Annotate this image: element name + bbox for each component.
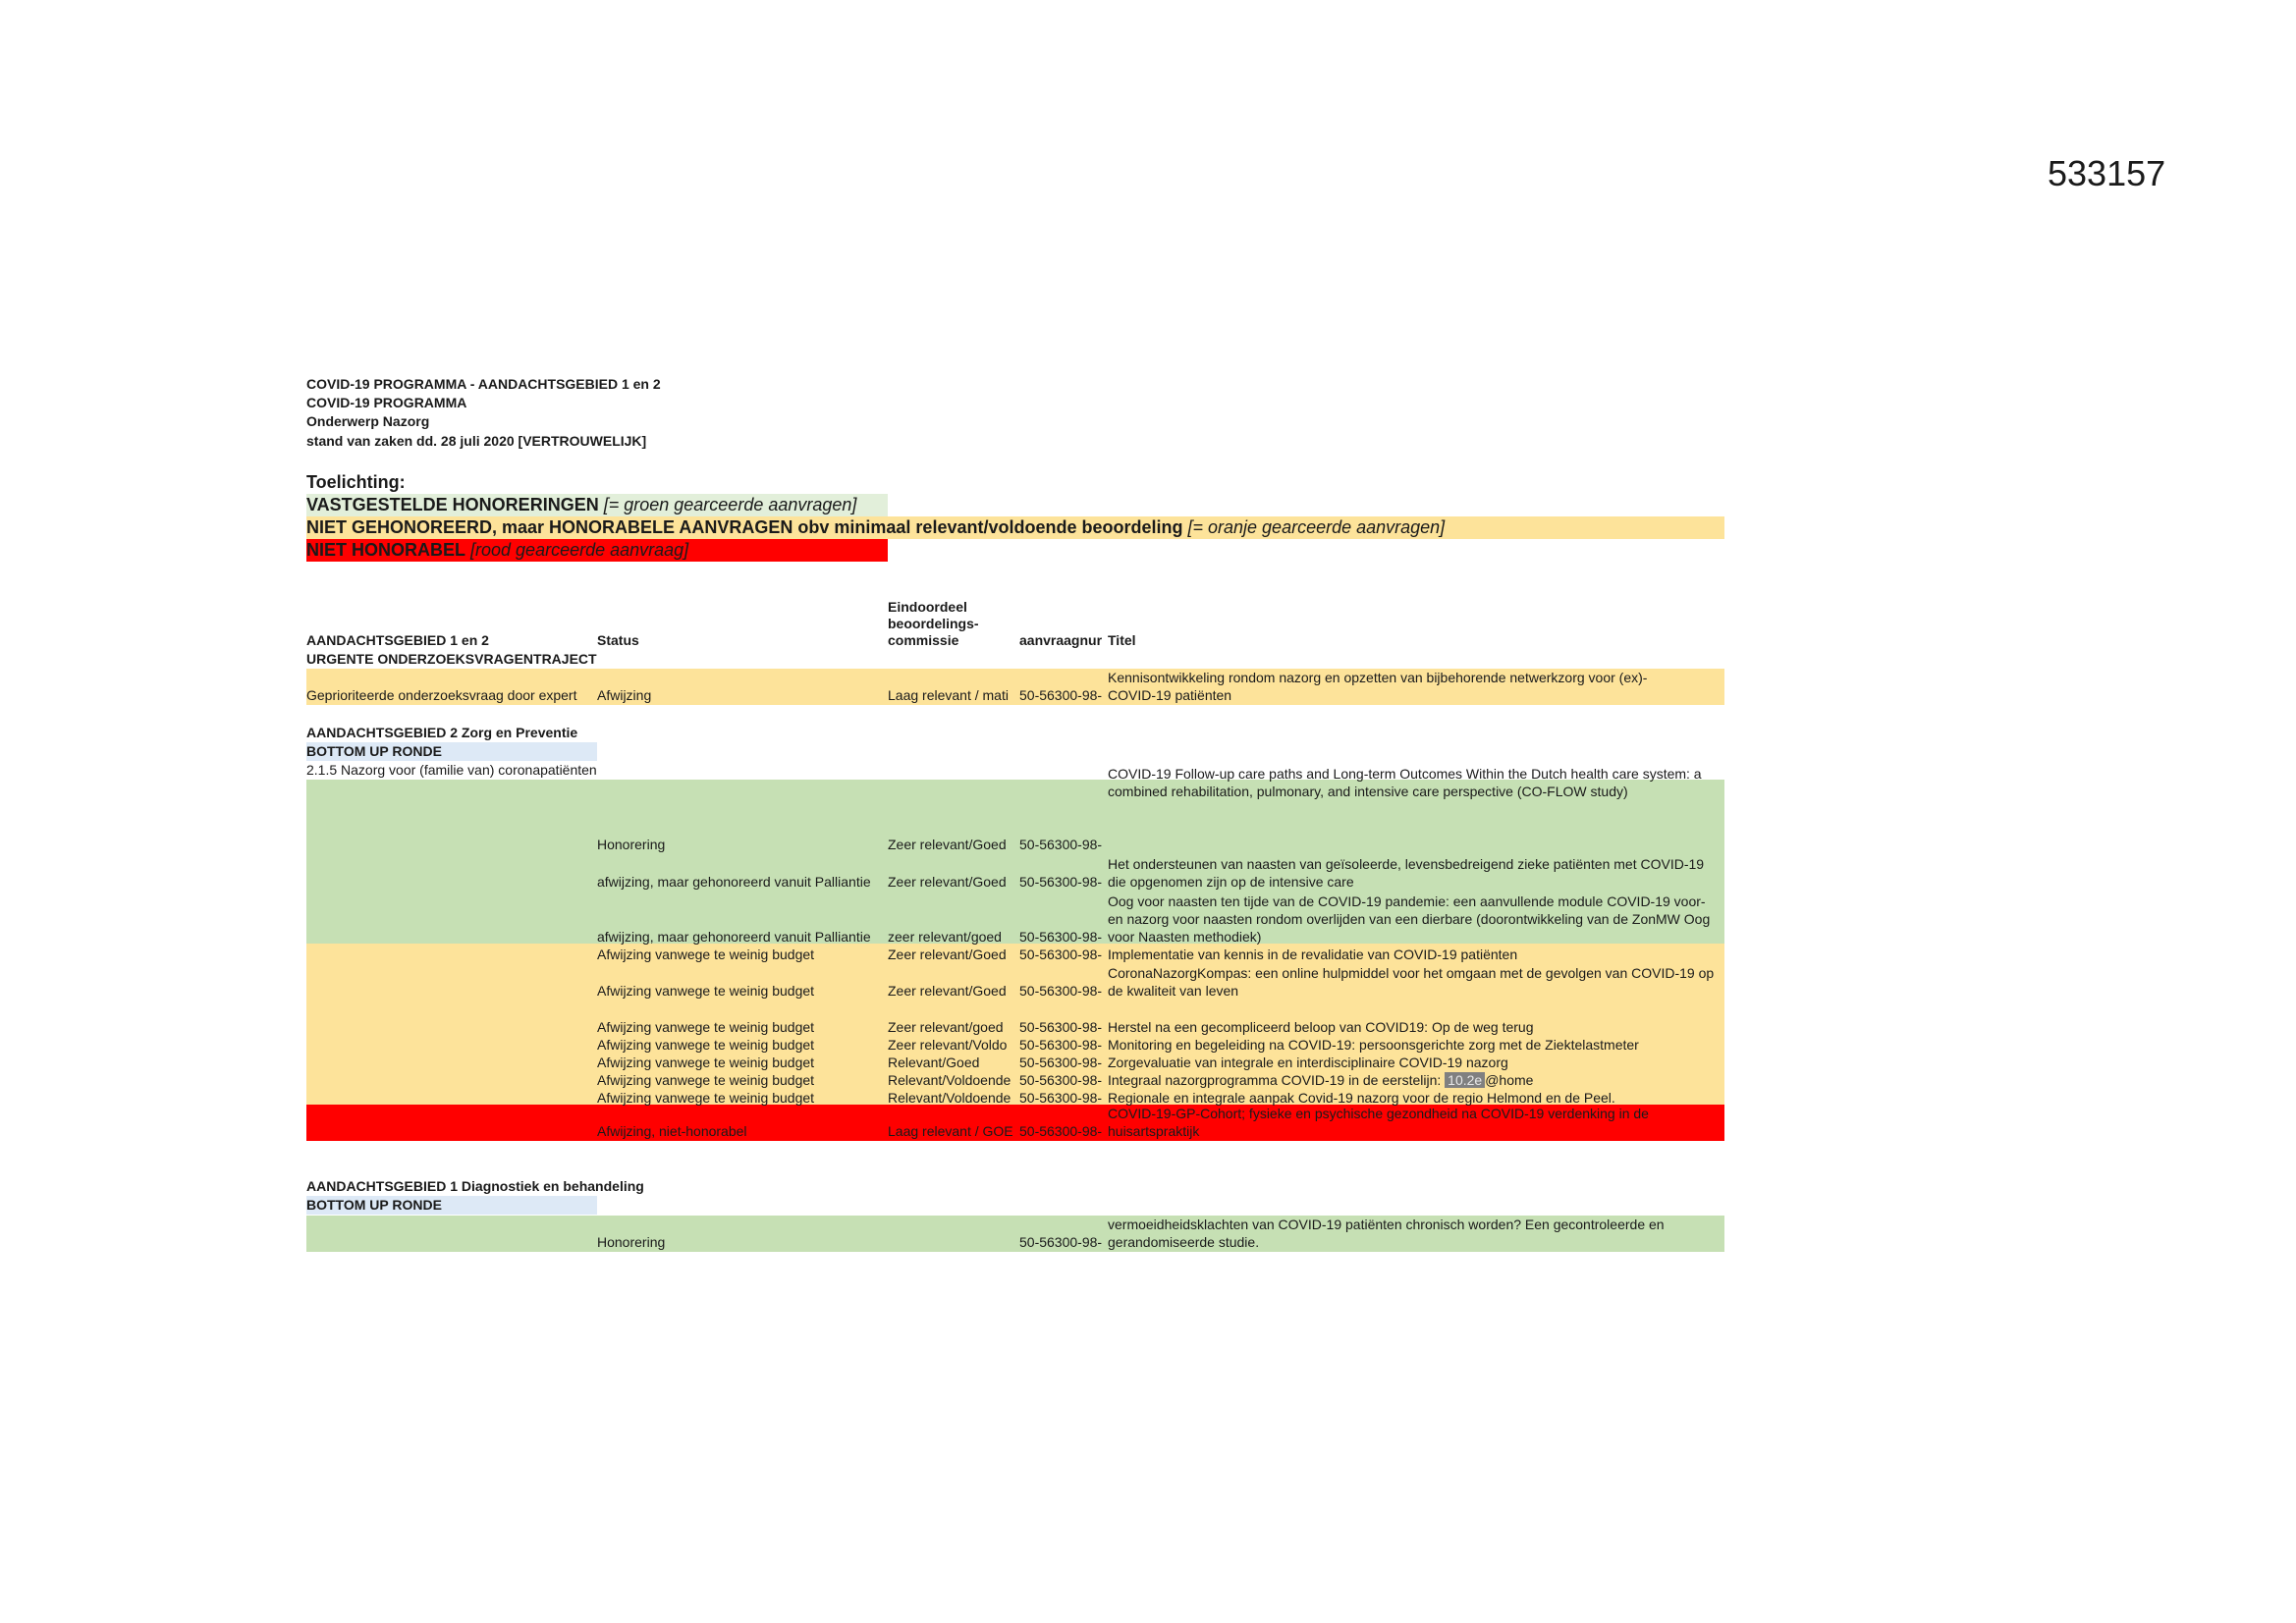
section-1-row-title-1: vermoeidheidsklachten van COVID-19 patiënten chronisch worden? Een gecontroleerde en — [1108, 1217, 1665, 1232]
table-row-number: 50-56300-98- — [1019, 983, 1103, 999]
table-row-title: CoronaNazorgKompas: een online hulpmiddel voor het omgaan met de gevolgen van COVID-19 op de kwaliteit van leven — [1108, 965, 1715, 999]
section-1-row-number: 50-56300-98- — [1019, 1234, 1103, 1250]
section-2-subtopic: 2.1.5 Nazorg voor (familie van) coronapatiënten — [306, 762, 597, 778]
column-header-eindoordeel-2: beoordelings- — [888, 616, 979, 631]
table-row-title: Herstel na een gecompliceerd beloop van COVID19: Op de weg terug — [1108, 1019, 1534, 1035]
table-row-title: Implementatie van kennis in de revalidatie van COVID-19 patiënten — [1108, 947, 1518, 962]
header-line-1: COVID-19 PROGRAMMA - AANDACHTSGEBIED 1 en 2 — [306, 376, 661, 392]
table-row-title: Zorgevaluatie van integrale en interdisciplinaire COVID-19 nazorg — [1108, 1055, 1508, 1070]
table-row-status: afwijzing, maar gehonoreerd vanuit Palliantie — [597, 929, 871, 945]
table-row-number: 50-56300-98- — [1019, 1055, 1103, 1070]
table-row-eindoordeel: Zeer relevant/Goed — [888, 837, 1007, 852]
table-row-title: Regionale en integrale aanpak Covid-19 nazorg voor de regio Helmond en de Peel. — [1108, 1090, 1615, 1106]
table-row-status: afwijzing, maar gehonoreerd vanuit Palliantie — [597, 874, 871, 890]
header-line-2: COVID-19 PROGRAMMA — [306, 395, 467, 410]
urgent-row-number: 50-56300-98- — [1019, 687, 1103, 703]
table-row-number: 50-56300-98- — [1019, 874, 1103, 890]
urgent-row-title-1: Kennisontwikkeling rondom nazorg en opzetten van bijbehorende netwerkzorg voor (ex)- — [1108, 670, 1648, 685]
table-row-eindoordeel: Relevant/Voldoende — [888, 1072, 1011, 1088]
legend-orange-note: [= oranje gearceerde aanvragen] — [1187, 517, 1446, 537]
table-row-eindoordeel: Relevant/Goed — [888, 1055, 980, 1070]
section-1-label: AANDACHTSGEBIED 1 Diagnostiek en behandeling — [306, 1178, 644, 1194]
column-header-eindoordeel-1: Eindoordeel — [888, 599, 967, 615]
legend-red-label: NIET HONORABEL — [306, 540, 465, 560]
table-row-eindoordeel: Relevant/Voldoende — [888, 1090, 1011, 1106]
table-row-eindoordeel: Zeer relevant/Goed — [888, 874, 1007, 890]
table-row-title-1: COVID-19-GP-Cohort; fysieke en psychische gezondheid na COVID-19 verdenking in de — [1108, 1106, 1649, 1121]
table-row-title: Oog voor naasten ten tijde van de COVID-19 pandemie: een aanvullende module COVID-19 voor- en nazorg voor naasten rondom overlijden van een dierbare (doorontwikkeling van de ZonMW Oog voor Naasten methodiek) — [1108, 893, 1711, 945]
redaction-label: 10.2e — [1445, 1072, 1485, 1088]
table-row-eindoordeel: Zeer relevant/Goed — [888, 983, 1007, 999]
legend-green-label: VASTGESTELDE HONORERINGEN — [306, 495, 599, 514]
table-row-status: Afwijzing vanwege te weinig budget — [597, 1019, 815, 1035]
table-row-title-2: huisartspraktijk — [1108, 1123, 1200, 1139]
table-row-title-suffix: @home — [1485, 1072, 1534, 1088]
table-row-title: COVID-19 Follow-up care paths and Long-term Outcomes Within the Dutch health care system: a combined rehabilitation, pulmonary, and intensive care perspective (CO-FLOW study) — [1108, 766, 1702, 799]
table-row-number: 50-56300-98- — [1019, 1037, 1103, 1053]
table-row-number: 50-56300-98- — [1019, 1019, 1103, 1035]
table-row-status: Afwijzing vanwege te weinig budget — [597, 1072, 815, 1088]
urgent-row-title-2: COVID-19 patiënten — [1108, 687, 1232, 703]
header-line-4: stand van zaken dd. 28 juli 2020 [VERTROUWELIJK] — [306, 433, 647, 449]
table-row-status: Honorering — [597, 837, 666, 852]
column-header-eindoordeel-3: commissie — [888, 632, 959, 648]
legend-green-note: [= groen gearceerde aanvragen] — [603, 495, 857, 514]
table-row-status: Afwijzing vanwege te weinig budget — [597, 947, 815, 962]
column-header-aanvraagnummer: aanvraagnur — [1019, 632, 1103, 648]
legend-green — [306, 494, 888, 516]
section-2-round: BOTTOM UP RONDE — [306, 743, 442, 759]
table-row-status: Afwijzing, niet-honorabel — [597, 1123, 747, 1139]
table-row-number: 50-56300-98- — [1019, 947, 1103, 962]
table-row-number: 50-56300-98- — [1019, 929, 1103, 945]
section-1-row-status: Honorering — [597, 1234, 666, 1250]
legend-orange — [306, 516, 1724, 539]
table-row-eindoordeel: zeer relevant/goed — [888, 929, 1002, 945]
table-row-number: 50-56300-98- — [1019, 837, 1103, 852]
urgent-row-area: Geprioriteerde onderzoeksvraag door expert — [306, 687, 577, 703]
column-header-status: Status — [597, 632, 639, 648]
section-1-row-title-2: gerandomiseerde studie. — [1108, 1234, 1260, 1250]
header-line-3: Onderwerp Nazorg — [306, 413, 430, 429]
table-row-status: Afwijzing vanwege te weinig budget — [597, 983, 815, 999]
table-row-title: Het ondersteunen van naasten van geïsoleerde, levensbedreigend zieke patiënten met COVID-19 die opgenomen zijn op de intensive care — [1108, 856, 1705, 890]
urgent-row-status: Afwijzing — [597, 687, 652, 703]
column-header-area: AANDACHTSGEBIED 1 en 2 — [306, 632, 489, 648]
table-row-title — [1108, 1071, 1722, 1089]
legend-red — [306, 539, 888, 562]
table-row-status: Afwijzing vanwege te weinig budget — [597, 1090, 815, 1106]
table-row-number: 50-56300-98- — [1019, 1072, 1103, 1088]
legend-orange-label: NIET GEHONOREERD, maar HONORABELE AANVRAGEN obv minimaal relevant/voldoende beoordeling — [306, 517, 1183, 537]
toelichting-label: Toelichting: — [306, 472, 406, 492]
table-row-eindoordeel: Zeer relevant/Voldo — [888, 1037, 1008, 1053]
document-number: 533157 — [2048, 153, 2166, 193]
table-row-title-text: Integraal nazorgprogramma COVID-19 in de eerstelijn: — [1108, 1072, 1442, 1088]
table-row-eindoordeel: Zeer relevant/Goed — [888, 947, 1007, 962]
table-row-eindoordeel: Zeer relevant/goed — [888, 1019, 1004, 1035]
urgent-row-eindoordeel: Laag relevant / mati — [888, 687, 1009, 703]
table-row-status: Afwijzing vanwege te weinig budget — [597, 1037, 815, 1053]
column-header-titel: Titel — [1108, 632, 1136, 648]
table-row-status: Afwijzing vanwege te weinig budget — [597, 1055, 815, 1070]
table-row-number: 50-56300-98- — [1019, 1123, 1103, 1139]
legend-red-note: [rood gearceerde aanvraag] — [470, 540, 689, 560]
table-row-eindoordeel: Laag relevant / GOE — [888, 1123, 1013, 1139]
section-1-round: BOTTOM UP RONDE — [306, 1197, 442, 1213]
table-row-number: 50-56300-98- — [1019, 1090, 1103, 1106]
section-2-label: AANDACHTSGEBIED 2 Zorg en Preventie — [306, 725, 578, 740]
table-row-title: Monitoring en begeleiding na COVID-19: persoonsgerichte zorg met de Ziektelastmeter — [1108, 1037, 1639, 1053]
section-urgent-label: URGENTE ONDERZOEKSVRAGENTRAJECT — [306, 651, 597, 667]
